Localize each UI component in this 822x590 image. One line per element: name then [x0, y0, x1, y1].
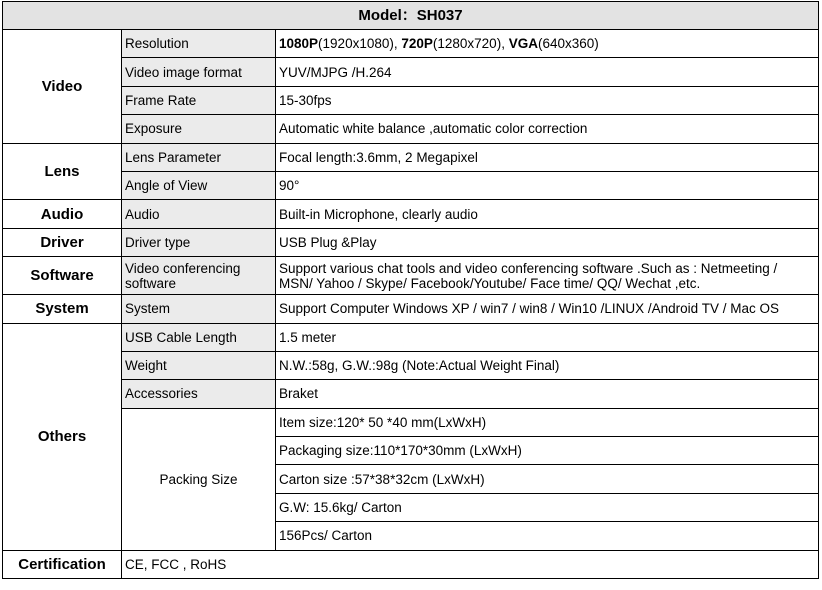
- param-exposure: Exposure: [122, 115, 276, 143]
- table-row: [3, 115, 819, 143]
- param-angle: Angle of View: [122, 171, 276, 199]
- value-resolution: [276, 30, 819, 58]
- category-video: Video: [3, 30, 122, 144]
- param-video-format: Video image format: [122, 58, 276, 86]
- res-720-label: 720P: [401, 36, 433, 52]
- param-frame-rate: Frame Rate: [122, 86, 276, 114]
- param-audio: Audio: [122, 200, 276, 228]
- param-driver: Driver type: [122, 228, 276, 256]
- value-carton-size: Carton size :57*38*32cm (LxWxH): [276, 465, 819, 493]
- table-row: [3, 143, 819, 171]
- table-row: [3, 171, 819, 199]
- param-system: System: [122, 295, 276, 323]
- param-software-line2: software: [125, 275, 177, 291]
- param-usb-cable: USB Cable Length: [122, 323, 276, 351]
- table-row: [3, 323, 819, 351]
- spec-table: [2, 1, 819, 579]
- param-resolution: Resolution: [122, 30, 276, 58]
- table-row: [3, 351, 819, 379]
- res-vga-label: VGA: [508, 36, 538, 52]
- table-row: [3, 380, 819, 408]
- category-system: System: [3, 295, 122, 323]
- table-row: [3, 86, 819, 114]
- category-driver: Driver: [3, 228, 122, 256]
- value-video-format: YUV/MJPG /H.264: [276, 58, 819, 86]
- title-row: [3, 2, 819, 30]
- res-720-detail: (1280x720),: [432, 36, 509, 52]
- value-software-line2: MSN/ Yahoo / Skype/ Facebook/Youtube/ Face time/ QQ/ Wechat ,etc.: [279, 275, 701, 291]
- table-row: [3, 550, 819, 578]
- value-gross-weight: G.W: 15.6kg/ Carton: [276, 493, 819, 521]
- param-software: [122, 257, 276, 295]
- table-row: [3, 408, 819, 436]
- table-row: [3, 228, 819, 256]
- category-audio: Audio: [3, 200, 122, 228]
- value-lens: Focal length:3.6mm, 2 Megapixel: [276, 143, 819, 171]
- param-packing-size: Packing Size: [122, 408, 276, 550]
- value-packaging-size: Packaging size:110*170*30mm (LxWxH): [276, 437, 819, 465]
- res-1080-label: 1080P: [279, 36, 319, 52]
- table-row: [3, 30, 819, 58]
- value-item-size: Item size:120* 50 *40 mm(LxWxH): [276, 408, 819, 436]
- res-vga-detail: (640x360): [537, 36, 599, 52]
- value-system: Support Computer Windows XP / win7 / win8 / Win10 /LINUX /Android TV / Mac OS: [276, 295, 819, 323]
- value-audio: Built-in Microphone, clearly audio: [276, 200, 819, 228]
- param-lens: Lens Parameter: [122, 143, 276, 171]
- category-others: Others: [3, 323, 122, 550]
- value-accessories: Braket: [276, 380, 819, 408]
- value-frame-rate: 15-30fps: [276, 86, 819, 114]
- value-exposure: Automatic white balance ,automatic color correction: [276, 115, 819, 143]
- value-driver: USB Plug &Play: [276, 228, 819, 256]
- value-angle: 90°: [276, 171, 819, 199]
- value-certification: CE, FCC , RoHS: [122, 550, 819, 578]
- table-row: [3, 200, 819, 228]
- param-accessories: Accessories: [122, 380, 276, 408]
- table-row: [3, 58, 819, 86]
- category-lens: Lens: [3, 143, 122, 200]
- model-title: Model：SH037: [3, 2, 819, 30]
- table-row: [3, 295, 819, 323]
- table-row: [3, 257, 819, 295]
- category-software: Software: [3, 257, 122, 295]
- res-1080-detail: (1920x1080),: [318, 36, 402, 52]
- param-software-line1: Video conferencing: [125, 260, 241, 276]
- value-software: [276, 257, 819, 295]
- category-certification: Certification: [3, 550, 122, 578]
- value-pcs-per-carton: 156Pcs/ Carton: [276, 522, 819, 550]
- value-software-line1: Support various chat tools and video conferencing software .Such as : Netmeeting /: [279, 260, 778, 276]
- param-weight: Weight: [122, 351, 276, 379]
- value-usb-cable: 1.5 meter: [276, 323, 819, 351]
- value-weight: N.W.:58g, G.W.:98g (Note:Actual Weight Final): [276, 351, 819, 379]
